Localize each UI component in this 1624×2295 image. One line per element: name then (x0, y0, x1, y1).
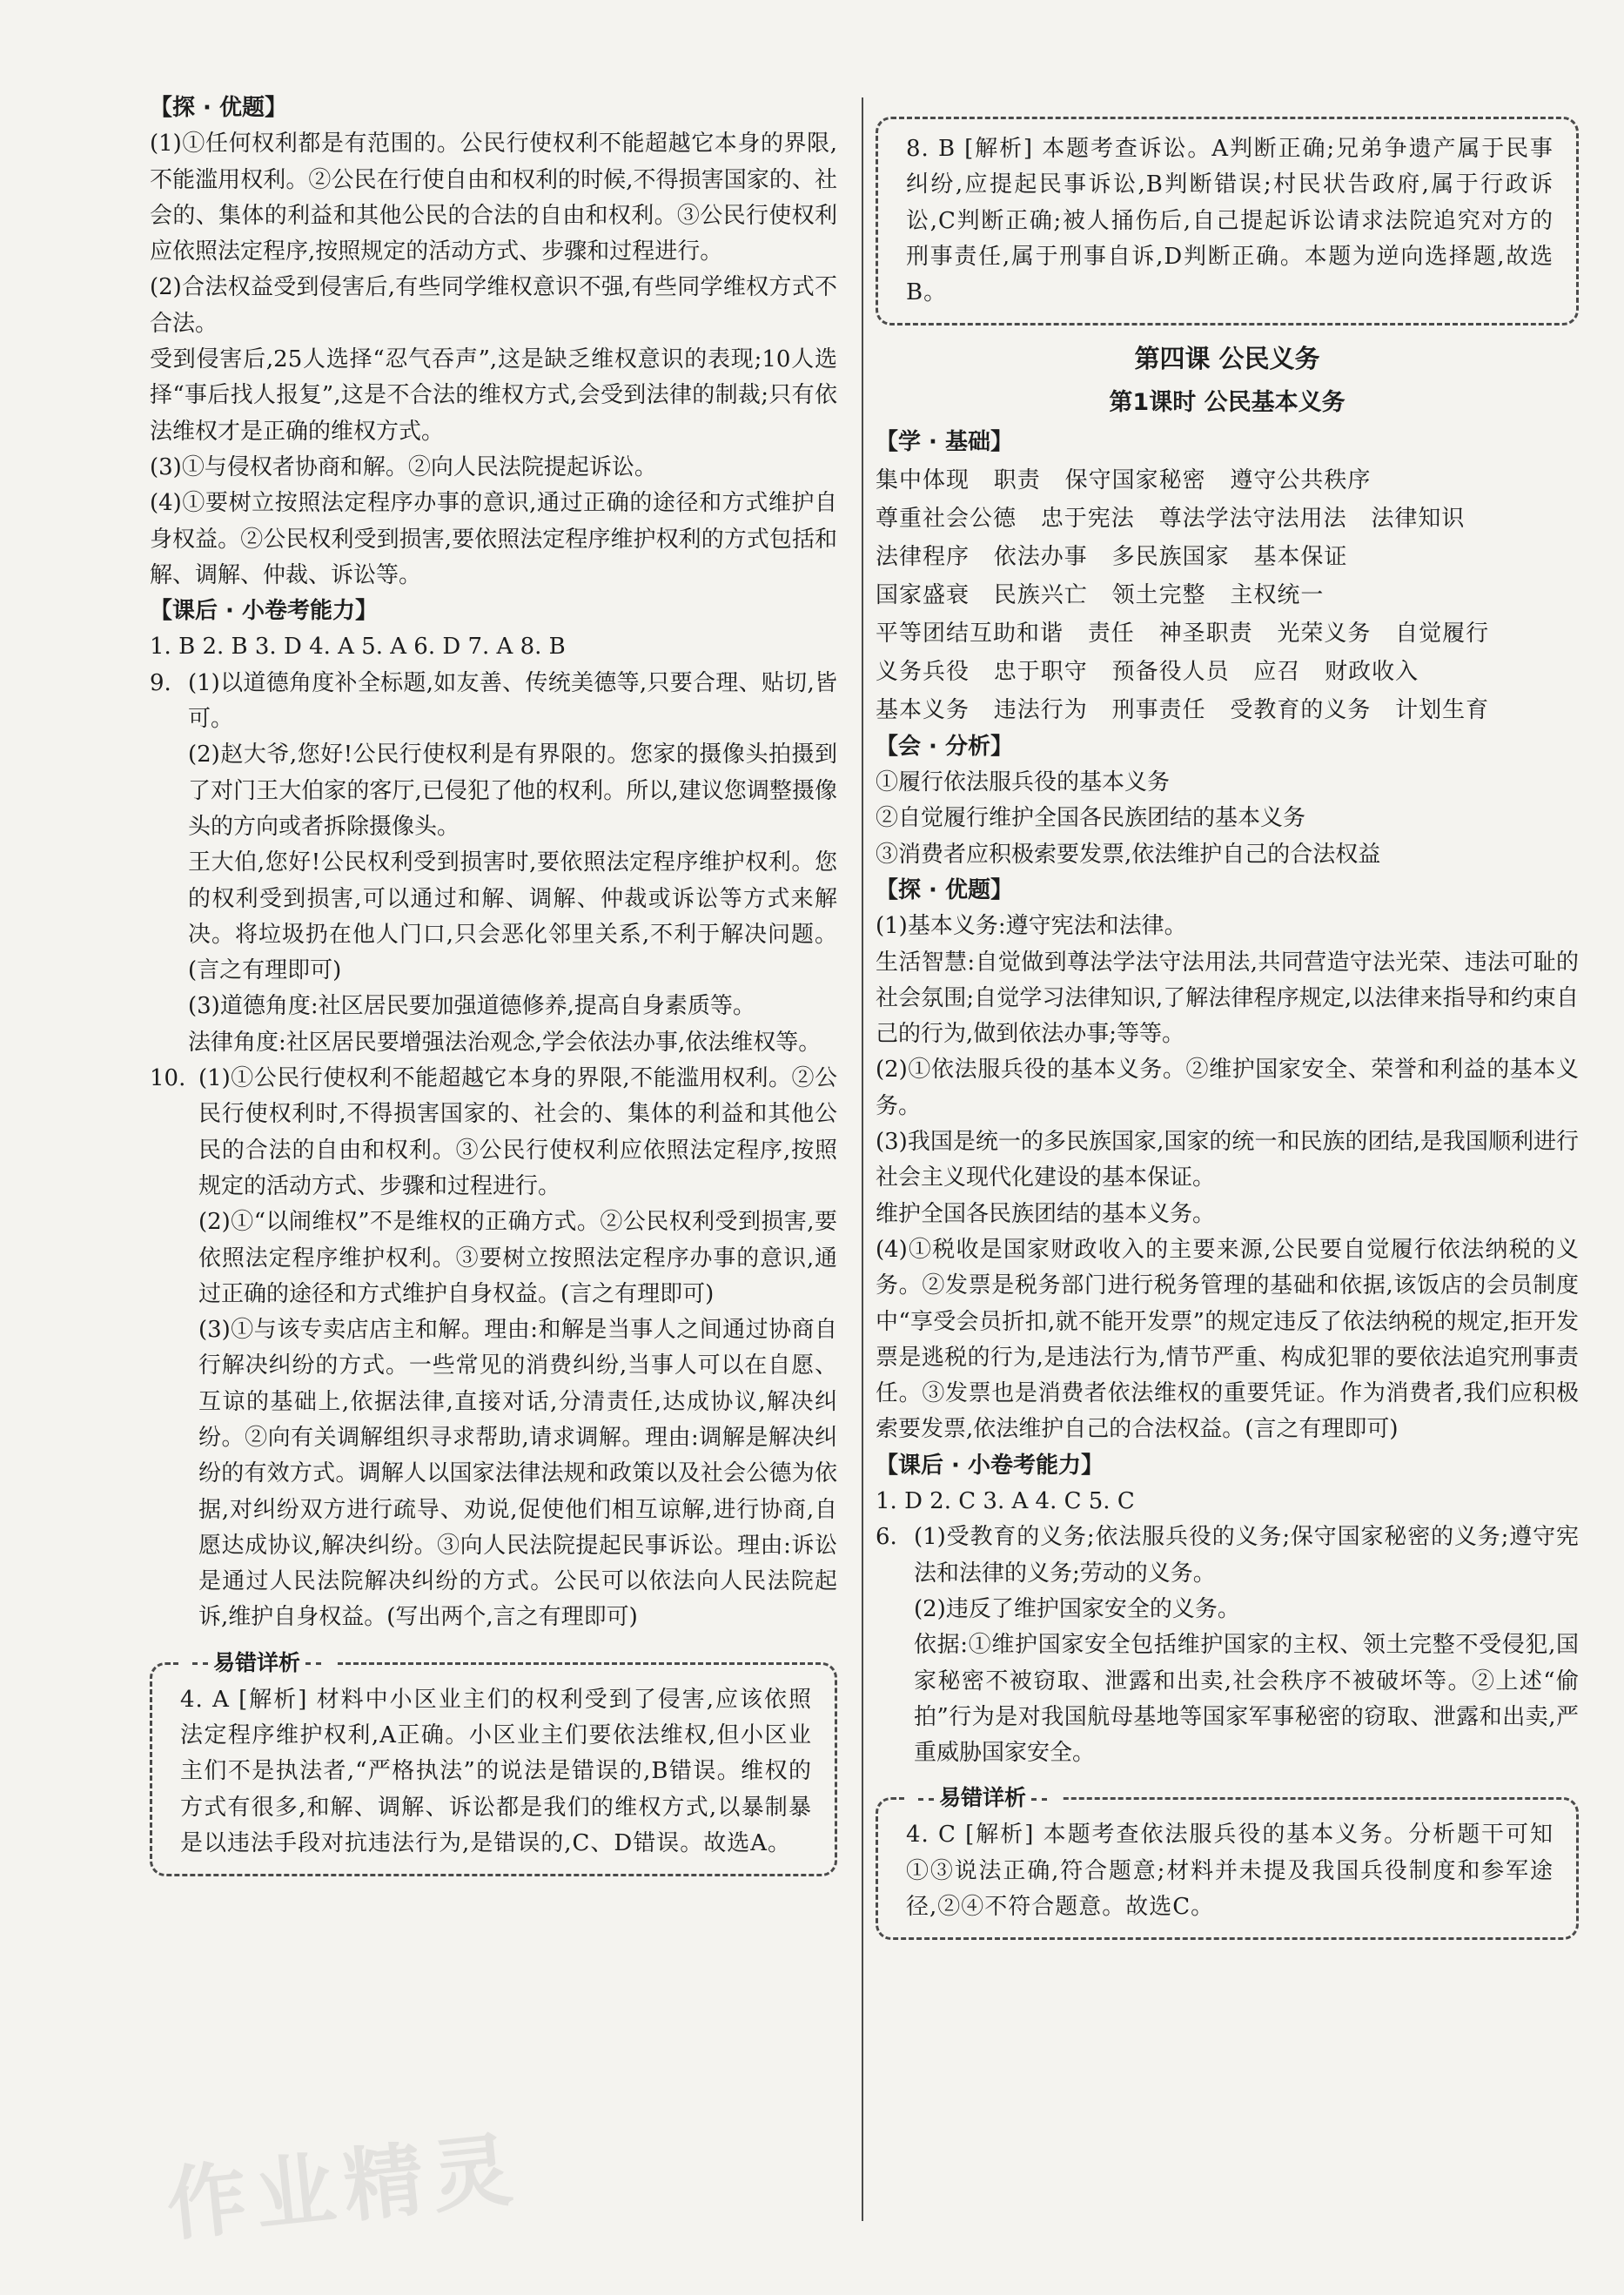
explore-heading-left: 【探 · 优题】 (150, 95, 287, 121)
q10-part-2: (2)①“以闹维权”不是维权的正确方式。②公民权利受到损害,要依照法定程序维护权利。③要树立按照法定程序办事的意识,通过正确的途径和方式维护自身权益。(言之有理即可) (198, 1209, 837, 1307)
explore-right-6: (4)①税收是国家财政收入的主要来源,公民要自觉履行依法纳税的义务。②发票是税务部门进行税务管理的基础和依据,该饭店的会员制度中“享受会员折扣,就不能开发票”的规定违反了依法纳税的规定,拒开发票是逃税的行为,是违法行为,情节严重、构成犯罪的要依法追究刑事责任。③发票也是消费者依法维权的重要凭证。作为消费者,我们应积极索要发票,依法维护自己的合法权益。(言之有理即可) (876, 1236, 1579, 1443)
answers-line-left: 1. B 2. B 3. D 4. A 5. A 6. D 7. A 8. B (150, 634, 566, 661)
keyword-row: 集中体现 职责 保守国家秘密 遵守公共秩序 (876, 466, 1372, 493)
explore-heading-right: 【探 · 优题】 (876, 876, 1013, 903)
keyword-row: 平等团结互助和谐 责任 神圣职责 光荣义务 自觉履行 (876, 620, 1490, 647)
explore-item-1: (1)①任何权利都是有范围的。公民行使权利不能超越它本身的界限,不能滥用权利。②公民在行使自由和权利的时候,不得损害国家的、社会的、集体的利益和其他公民的合法的自由和权利。③公民行使权利应依照法定程序,按照规定的活动方式、步骤和过程进行。 (150, 131, 837, 265)
q9-part-4: (3)道德角度:社区居民要加强道德修养,提高自身素质等。 (188, 993, 755, 1020)
keyword-row: 义务兵役 忠于职守 预备役人员 应召 财政收入 (876, 658, 1419, 685)
watermark: 作业精灵 (162, 2122, 526, 2252)
question-10 (150, 1061, 837, 1636)
explore-right-4: (3)我国是统一的多民族国家,国家的统一和民族的团结,是我国顺利进行社会主义现代化建设的基本保证。 (876, 1129, 1579, 1191)
q10-part-1: (1)①公民行使权利不能超越它本身的界限,不能滥用权利。②公民行使权利时,不得损害国家的、社会的、集体的利益和其他公民的合法的自由和权利。③公民行使权利应依照法定程序,按照规定的活动方式、步骤和过程进行。 (198, 1065, 837, 1199)
explore-right-1: (1)基本义务:遵守宪法和法律。 (876, 913, 1187, 940)
error-analysis-box-left (150, 1649, 837, 1876)
q10-part-3: (3)①与该专卖店店主和解。理由:和解是当事人之间通过协商自行解决纠纷的方式。一些常见的消费纠纷,当事人可以在自愿、互谅的基础上,依据法律,直接对话,分清责任,达成协议,解决纠纷。②向有关调解组织寻求帮助,请求调解。理由:调解是解决纠纷的有效方式。调解人以国家法律法规和政策以及社会公德为依据,对纠纷双方进行疏导、劝说,促使他们相互谅解,进行协商,自愿达成协议,解决纠纷。③向人民法院提起民事诉讼。理由:诉讼是通过人民法院解决纠纷的方式。公民可以依法向人民法院起诉,维护自身权益。(写出两个,言之有理即可) (198, 1317, 837, 1631)
lesson-title: 第四课 公民义务 (1134, 344, 1320, 374)
keyword-row: 国家盛衰 民族兴亡 领土完整 主权统一 (876, 581, 1325, 608)
left-column (150, 91, 837, 1876)
question-9 (150, 666, 837, 1061)
keyword-row: 法律程序 依法办事 多民族国家 基本保证 (876, 543, 1348, 570)
explore-item-5: (4)①要树立按照法定程序办事的意识,通过正确的途径和方式维护自身权益。②公民权利受到损害,要依照法定程序维护权利的方式包括和解、调解、仲裁、诉讼等。 (150, 490, 837, 588)
explore-item-3: 受到侵害后,25人选择“忍气吞声”,这是缺乏维权意识的表现;10人选择“事后找人报复”,这是不合法的维权方式,会受到法律的制裁;只有依法维权才是正确的维权方式。 (150, 346, 837, 445)
question-number: 10. (150, 1065, 186, 1092)
analyze-item-1: ①履行依法服兵役的基本义务 (876, 769, 1171, 796)
question-number: 6. (876, 1524, 897, 1551)
keyword-row: 基本义务 违法行为 刑事责任 受教育的义务 计划生育 (876, 696, 1490, 723)
q9-part-3: 王大伯,您好!公民权利受到损害时,要依照法定程序维护权利。您的权利受到损害,可以通过和解、调解、仲裁或诉讼等方式来解决。将垃圾扔在他人门口,只会恶化邻里关系,不利于解决问题。(言之有理即可) (188, 849, 837, 984)
error-analysis-label: 易错详析 (904, 1781, 1061, 1815)
question-number: 9. (150, 669, 171, 696)
explore-right-3: (2)①依法服兵役的基本义务。②维护国家安全、荣誉和利益的基本义务。 (876, 1057, 1579, 1119)
column-divider (862, 97, 863, 2221)
q6-part-2: (2)违反了维护国家安全的义务。 (914, 1595, 1240, 1622)
analyze-item-3: ③消费者应积极索要发票,依法维护自己的合法权益 (876, 841, 1381, 868)
error-analysis-text: 4. C [解析] 本题考查依法服兵役的基本义务。分析题干可知①③说法正确,符合题意;材料并未提及我国兵役制度和参军途径,②④不符合题意。故选C。 (906, 1822, 1554, 1920)
answers-line-right: 1. D 2. C 3. A 4. C 5. C (876, 1488, 1135, 1515)
explore-right-5: 维护全国各民族团结的基本义务。 (876, 1200, 1216, 1227)
q9-part-1: (1)以道德角度补全标题,如友善、传统美德等,只要合理、贴切,皆可。 (188, 669, 837, 733)
section-title: 第1课时 公民基本义务 (1109, 389, 1346, 417)
q6-part-1: (1)受教育的义务;依法服兵役的义务;保守国家秘密的义务;遵守宪法和法律的义务;劳动的义务。 (914, 1524, 1579, 1587)
analysis-box-top (876, 117, 1579, 325)
explore-item-2: (2)合法权益受到侵害后,有些同学维权意识不强,有些同学维权方式不合法。 (150, 274, 837, 337)
error-analysis-box-right (876, 1785, 1579, 1940)
analysis-text-q8: 8. B [解析] 本题考查诉讼。A判断正确;兄弟争遗产属于民事纠纷,应提起民事诉讼,B判断错误;村民状告政府,属于行政诉讼,C判断正确;被人捅伤后,自己提起诉讼请求法院追究对方的刑事责任,属于刑事自诉,D判断正确。本题为逆向选择题,故选B。 (906, 136, 1554, 306)
q9-part-2: (2)赵大爷,您好!公民行使权利是有界限的。您家的摄像头拍摄到了对门王大伯家的客厅,已侵犯了他的权利。所以,建议您调整摄像头的方向或者拆除摄像头。 (188, 742, 837, 840)
keyword-row: 尊重社会公德 忠于宪法 尊法学法守法用法 法律知识 (876, 505, 1466, 532)
explore-right-2: 生活智慧:自觉做到尊法学法守法用法,共同营造守法光荣、违法可耻的社会氛围;自觉学习法律知识,了解法律程序规定,以法律来指导和约束自己的行为,做到依法办事;等等。 (876, 949, 1579, 1048)
after-class-heading-left: 【课后 · 小卷考能力】 (150, 598, 378, 625)
learn-heading: 【学 · 基础】 (876, 429, 1013, 456)
analyze-item-2: ②自觉履行维护全国各民族团结的基本义务 (876, 805, 1306, 832)
q6-part-3: 依据:①维护国家安全包括维护国家的主权、领土完整不受侵犯,国家秘密不被窃取、泄露和出卖,社会秩序不被破坏等。②上述“偷拍”行为是对我国航母基地等国家军事秘密的窃取、泄露和出卖,严重威胁国家安全。 (914, 1632, 1579, 1767)
analyze-heading: 【会 · 分析】 (876, 733, 1013, 760)
error-analysis-label: 易错详析 (178, 1646, 335, 1681)
explore-item-4: (3)①与侵权者协商和解。②向人民法院提起诉讼。 (150, 453, 657, 480)
after-class-heading-right: 【课后 · 小卷考能力】 (876, 1452, 1104, 1479)
q9-part-5: 法律角度:社区居民要增强法治观念,学会依法办事,依法维权等。 (188, 1029, 822, 1056)
error-analysis-text: 4. A [解析] 材料中小区业主们的权利受到了侵害,应该依照法定程序维护权利,A正确。小区业主们要依法维权,但小区业主们不是执法者,“严格执法”的说法是错误的,B错误。维权的方式有很多,和解、调解、诉讼都是我们的维权方式,以暴制暴是以违法手段对抗违法行为,是错误的,C、D错误。故选A。 (180, 1686, 812, 1856)
right-column (876, 91, 1579, 1940)
question-6 (876, 1520, 1579, 1771)
